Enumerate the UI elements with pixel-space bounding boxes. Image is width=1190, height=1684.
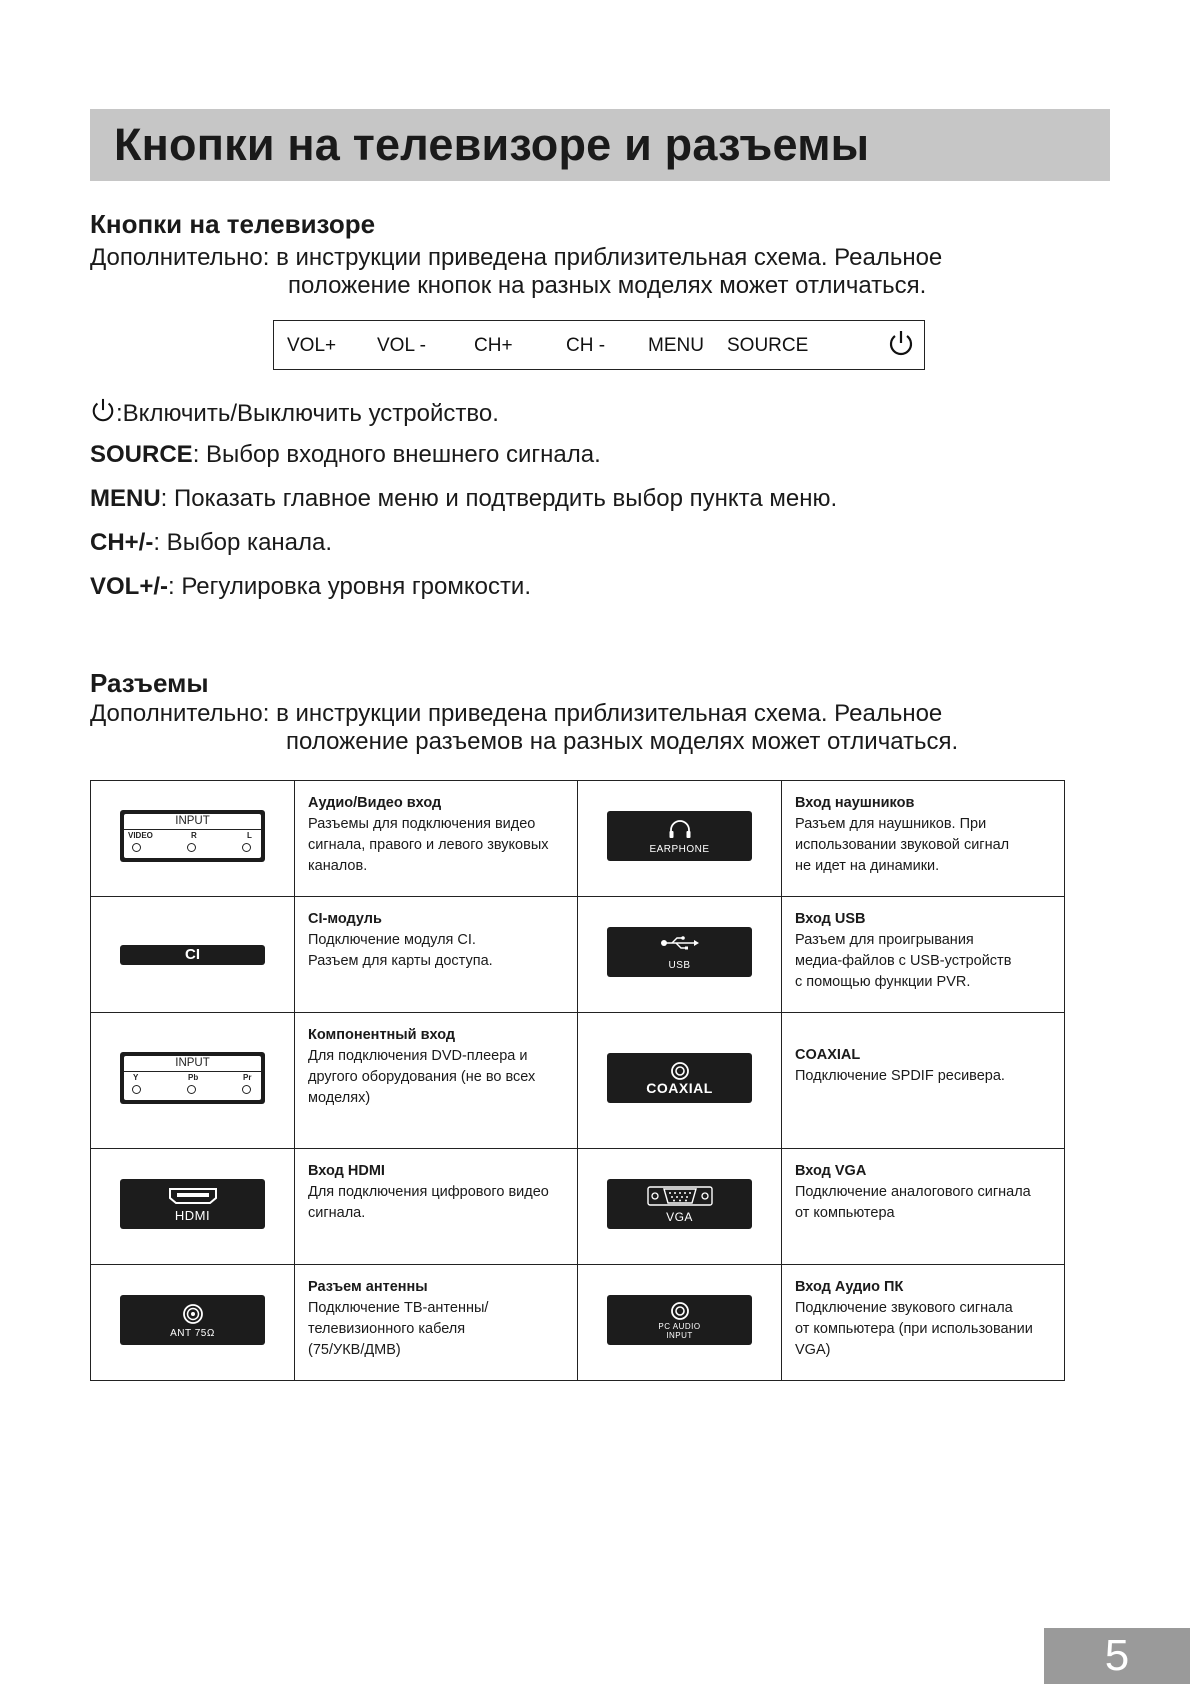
source-description-text: : Выбор входного внешнего сигнала. <box>192 441 601 468</box>
line: Разъем для карты доступа. <box>308 953 493 969</box>
component-input-text <box>295 1013 578 1149</box>
line: не идет на динамики. <box>795 858 940 874</box>
usb-cell <box>578 897 782 1013</box>
line: медиа-файлов с USB-устройств <box>795 953 1012 969</box>
av-input-header: INPUT <box>175 815 210 827</box>
page-title: Кнопки на телевизоре и разъемы <box>114 119 870 170</box>
pin-label: Pr <box>243 1073 252 1082</box>
earphone-text <box>782 781 1065 897</box>
antenna-jack-icon <box>120 1303 265 1325</box>
connectors-note <box>90 700 1110 756</box>
antenna-plate <box>120 1295 265 1345</box>
usb-label: USB <box>668 960 691 971</box>
hdmi-text <box>295 1149 578 1265</box>
coaxial-jack-icon <box>607 1061 752 1081</box>
hdmi-label: HDMI <box>174 1208 211 1223</box>
table-row <box>91 1013 1065 1149</box>
line: моделях) <box>308 1090 371 1106</box>
table-row <box>91 897 1065 1013</box>
usb-plate <box>607 927 752 977</box>
coaxial-label: COAXIAL <box>646 1080 713 1096</box>
line: Разъем для наушников. При <box>795 816 987 832</box>
power-description-text: :Включить/Выключить устройство. <box>116 400 499 427</box>
table-row <box>91 1149 1065 1265</box>
vol-description <box>90 573 531 601</box>
power-icon <box>887 329 915 365</box>
line: Подключение модуля CI. <box>308 932 476 948</box>
component-input-plate <box>120 1052 265 1104</box>
page-title-banner <box>90 109 1110 181</box>
connector-title: Разъем антенны <box>308 1279 428 1295</box>
antenna-label: ANT 75Ω <box>170 1328 215 1339</box>
line: телевизионного кабеля <box>308 1321 466 1337</box>
buttons-note <box>90 244 1110 300</box>
pin-label: L <box>247 831 252 840</box>
source-description <box>90 441 601 469</box>
vga-cell <box>578 1149 782 1265</box>
power-description <box>90 397 499 432</box>
connectors-note-line1: Дополнительно: в инструкции приведена приблизительная схема. Реальное <box>90 700 943 727</box>
line: Подключение ТВ-антенны/ <box>308 1300 489 1316</box>
earphone-cell <box>578 781 782 897</box>
vol-description-text: : Регулировка уровня громкости. <box>168 573 532 600</box>
line: Для подключения DVD-плеера и <box>308 1048 528 1064</box>
line: Подключение звукового сигнала <box>795 1300 1013 1316</box>
line: (75/УКВ/ДМВ) <box>308 1342 401 1358</box>
ch-description <box>90 529 332 557</box>
ci-cell <box>91 897 295 1013</box>
connector-title: Вход наушников <box>795 795 915 811</box>
jack-icon <box>187 843 196 852</box>
buttons-note-line1: Дополнительно: в инструкции приведена приблизительная схема. Реальное <box>90 244 943 271</box>
line: с помощью функции PVR. <box>795 974 971 990</box>
table-row <box>91 781 1065 897</box>
vga-port-icon <box>607 1185 752 1207</box>
line: Подключение SPDIF ресивера. <box>795 1068 1005 1084</box>
power-icon <box>90 397 116 432</box>
pin-label: VIDEO <box>128 831 153 840</box>
headphones-icon <box>607 819 752 839</box>
ch-plus-label: CH+ <box>474 335 513 356</box>
earphone-label: EARPHONE <box>649 844 710 855</box>
buttons-section-title: Кнопки на телевизоре <box>90 209 376 239</box>
connector-title: Компонентный вход <box>308 1027 456 1043</box>
pc-audio-text <box>782 1265 1065 1381</box>
connectors-note-line2: положение разъемов на разных моделях может отличаться. <box>286 728 959 755</box>
vga-plate <box>607 1179 752 1229</box>
line: Разъем для проигрывания <box>795 932 974 948</box>
jack-icon <box>132 843 141 852</box>
connector-title: Вход VGA <box>795 1163 867 1179</box>
jack-icon <box>242 843 251 852</box>
line: использовании звуковой сигнал <box>795 837 1010 853</box>
vol-plus-label: VOL+ <box>287 335 337 356</box>
usb-text <box>782 897 1065 1013</box>
vol-minus-label: VOL - <box>377 335 426 356</box>
pc-audio-label-line1: PC AUDIO <box>658 1322 701 1331</box>
vga-label: VGA <box>666 1210 693 1224</box>
buttons-note-line2: положение кнопок на разных моделях может отличаться. <box>288 272 927 299</box>
pc-audio-cell <box>578 1265 782 1381</box>
jack-icon <box>187 1085 196 1094</box>
line: Разъемы для подключения видео <box>308 816 536 832</box>
line: от компьютера <box>795 1205 895 1221</box>
pc-audio-label-line2: INPUT <box>666 1331 693 1340</box>
av-input-text <box>295 781 578 897</box>
vol-key: VOL+/- <box>90 573 169 600</box>
av-input-cell <box>91 781 295 897</box>
line: Для подключения цифрового видео <box>308 1184 549 1200</box>
component-input-header: INPUT <box>175 1057 210 1069</box>
pin-label: Y <box>133 1073 139 1082</box>
ch-description-text: : Выбор канала. <box>153 529 333 556</box>
line: от компьютера (при использовании <box>795 1321 1033 1337</box>
line: сигнала. <box>308 1205 366 1221</box>
hdmi-cell <box>91 1149 295 1265</box>
line: каналов. <box>308 858 368 874</box>
tv-buttons-panel <box>273 320 925 370</box>
menu-description <box>90 485 837 513</box>
ci-plate: CI <box>120 945 265 965</box>
antenna-text <box>295 1265 578 1381</box>
pin-label: R <box>191 831 197 840</box>
line: другого оборудования (не во всех <box>308 1069 536 1085</box>
coaxial-cell <box>578 1013 782 1149</box>
table-row <box>91 1265 1065 1381</box>
menu-label: MENU <box>648 335 704 356</box>
pc-audio-plate <box>607 1295 752 1345</box>
connector-title: COAXIAL <box>795 1047 861 1063</box>
antenna-cell <box>91 1265 295 1381</box>
line: Подключение аналогового сигнала <box>795 1184 1031 1200</box>
line: VGA) <box>795 1342 831 1358</box>
source-label: SOURCE <box>727 335 809 356</box>
audio-jack-icon <box>607 1301 752 1321</box>
ch-minus-label: CH - <box>566 335 606 356</box>
menu-description-text: : Показать главное меню и подтвердить выбор пункта меню. <box>160 485 838 512</box>
hdmi-plate <box>120 1179 265 1229</box>
usb-icon <box>607 935 752 951</box>
component-input-cell <box>91 1013 295 1149</box>
vga-text <box>782 1149 1065 1265</box>
jack-icon <box>132 1085 141 1094</box>
connector-title: Вход HDMI <box>308 1163 385 1179</box>
ch-key: CH+/- <box>90 529 154 556</box>
ci-text <box>295 897 578 1013</box>
connector-title: Вход USB <box>795 911 866 927</box>
line: сигнала, правого и левого звуковых <box>308 837 549 853</box>
jack-icon <box>242 1085 251 1094</box>
connector-title: Аудио/Видео вход <box>308 795 442 811</box>
connector-title: Вход Аудио ПК <box>795 1279 904 1295</box>
coaxial-text <box>782 1013 1065 1149</box>
menu-key: MENU <box>90 485 161 512</box>
av-input-plate <box>120 810 265 862</box>
pin-label: Pb <box>188 1073 199 1082</box>
connector-title: CI-модуль <box>308 911 382 927</box>
connectors-section-title: Разъемы <box>90 668 209 698</box>
hdmi-port-icon <box>120 1187 265 1205</box>
page-number: 5 <box>1044 1628 1190 1684</box>
connectors-table <box>90 780 1065 1381</box>
coaxial-plate <box>607 1053 752 1103</box>
source-key: SOURCE <box>90 441 193 468</box>
earphone-plate <box>607 811 752 861</box>
pc-audio-label <box>607 1322 752 1340</box>
